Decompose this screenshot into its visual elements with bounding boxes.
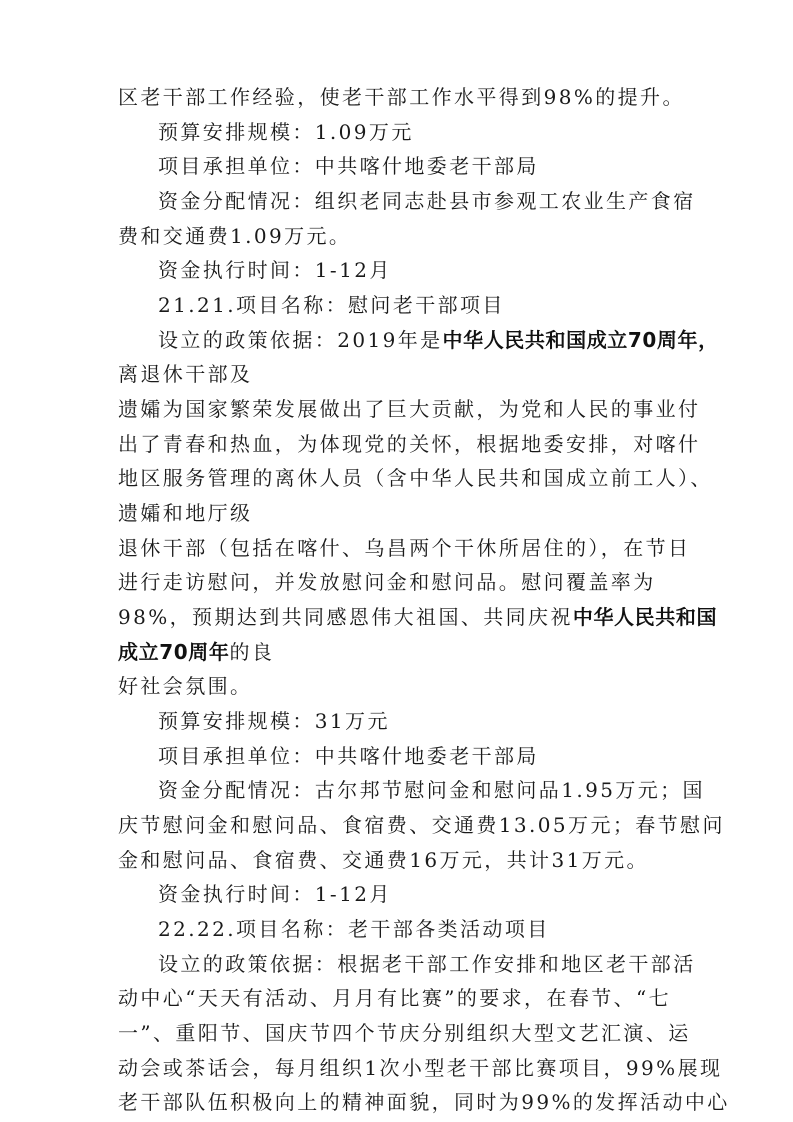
policy-basis-line: [118, 638, 681, 666]
fund-allocation-line: 庆节慰问金和慰问品、食宿费、交通费13.05万元；春节慰问: [118, 813, 725, 837]
fund-allocation-line: 资金分配情况：古尔邦节慰问金和慰问品1.95万元；国: [158, 778, 705, 802]
policy-basis-line: 进行走访慰问，并发放慰问金和慰问品。慰问覆盖率为: [118, 570, 656, 594]
project-heading-21: 21.21.项目名称：慰问老干部项目: [158, 293, 505, 317]
execution-time-line: 资金执行时间：1-12月: [158, 882, 392, 906]
undertaking-unit-line: 项目承担单位：中共喀什地委老干部局: [158, 744, 539, 768]
policy-basis-line: 遗孀为国家繁荣发展做出了巨大贡献，为党和人民的事业付: [118, 397, 701, 421]
policy-basis-line: [118, 603, 718, 631]
fund-allocation-line: 金和慰问品、食宿费、交通费16万元，共计31万元。: [118, 848, 649, 872]
budget-scale-line: 预算安排规模：1.09万元: [158, 120, 414, 144]
policy-basis-line: 地区服务管理的离休人员（含中华人民共和国成立前工人）、: [118, 466, 713, 490]
execution-time-line: 资金执行时间：1-12月: [158, 258, 392, 282]
policy-basis-line: 设立的政策依据：根据老干部工作安排和地区老干部活: [158, 952, 696, 976]
project-heading-22: 22.22.项目名称：老干部各类活动项目: [158, 917, 550, 941]
policy-basis-text: 98%，预期达到共同感恩伟大祖国、共同庆祝: [118, 605, 573, 629]
policy-basis-line: [158, 326, 719, 354]
fund-allocation-line: 费和交通费1.09万元。: [118, 224, 352, 248]
bold-anniversary-text: 中华人民共和国成立70周年，: [442, 328, 719, 352]
policy-basis-line: 一”、重阳节、国庆节四个节庆分别组织大型文艺汇演、运: [118, 1021, 691, 1045]
policy-basis-text: 的良: [229, 640, 275, 664]
policy-basis-line: 动中心“天天有活动、月月有比赛”的要求，在春节、“七: [118, 986, 672, 1010]
policy-basis-line: 出了青春和热血，为体现党的关怀，根据地委安排，对喀什: [118, 432, 701, 456]
policy-basis-line: 老干部队伍积极向上的精神面貌，同时为99%的发挥活动中心: [118, 1090, 730, 1114]
budget-scale-line: 预算安排规模：31万元: [158, 709, 390, 733]
policy-basis-line: 离退休干部及: [118, 362, 253, 386]
policy-basis-text: 设立的政策依据：2019年是: [158, 328, 443, 352]
fund-allocation-line: 资金分配情况：组织老同志赴县市参观工农业生产食宿: [158, 189, 696, 213]
paragraph-line: 区老干部工作经验，使老干部工作水平得到98%的提升。: [118, 85, 685, 109]
bold-anniversary-text: 中华人民共和国: [572, 605, 718, 629]
undertaking-unit-line: 项目承担单位：中共喀什地委老干部局: [158, 154, 539, 178]
policy-basis-line: 遗孀和地厅级: [118, 501, 253, 525]
policy-basis-line: 好社会氛围。: [118, 674, 253, 698]
bold-anniversary-text: 成立70周年: [118, 640, 230, 664]
policy-basis-line: 退休干部（包括在喀什、乌昌两个干休所居住的），在节日: [118, 536, 691, 560]
policy-basis-line: 动会或茶话会，每月组织1次小型老干部比赛项目，99%展现: [118, 1056, 723, 1080]
